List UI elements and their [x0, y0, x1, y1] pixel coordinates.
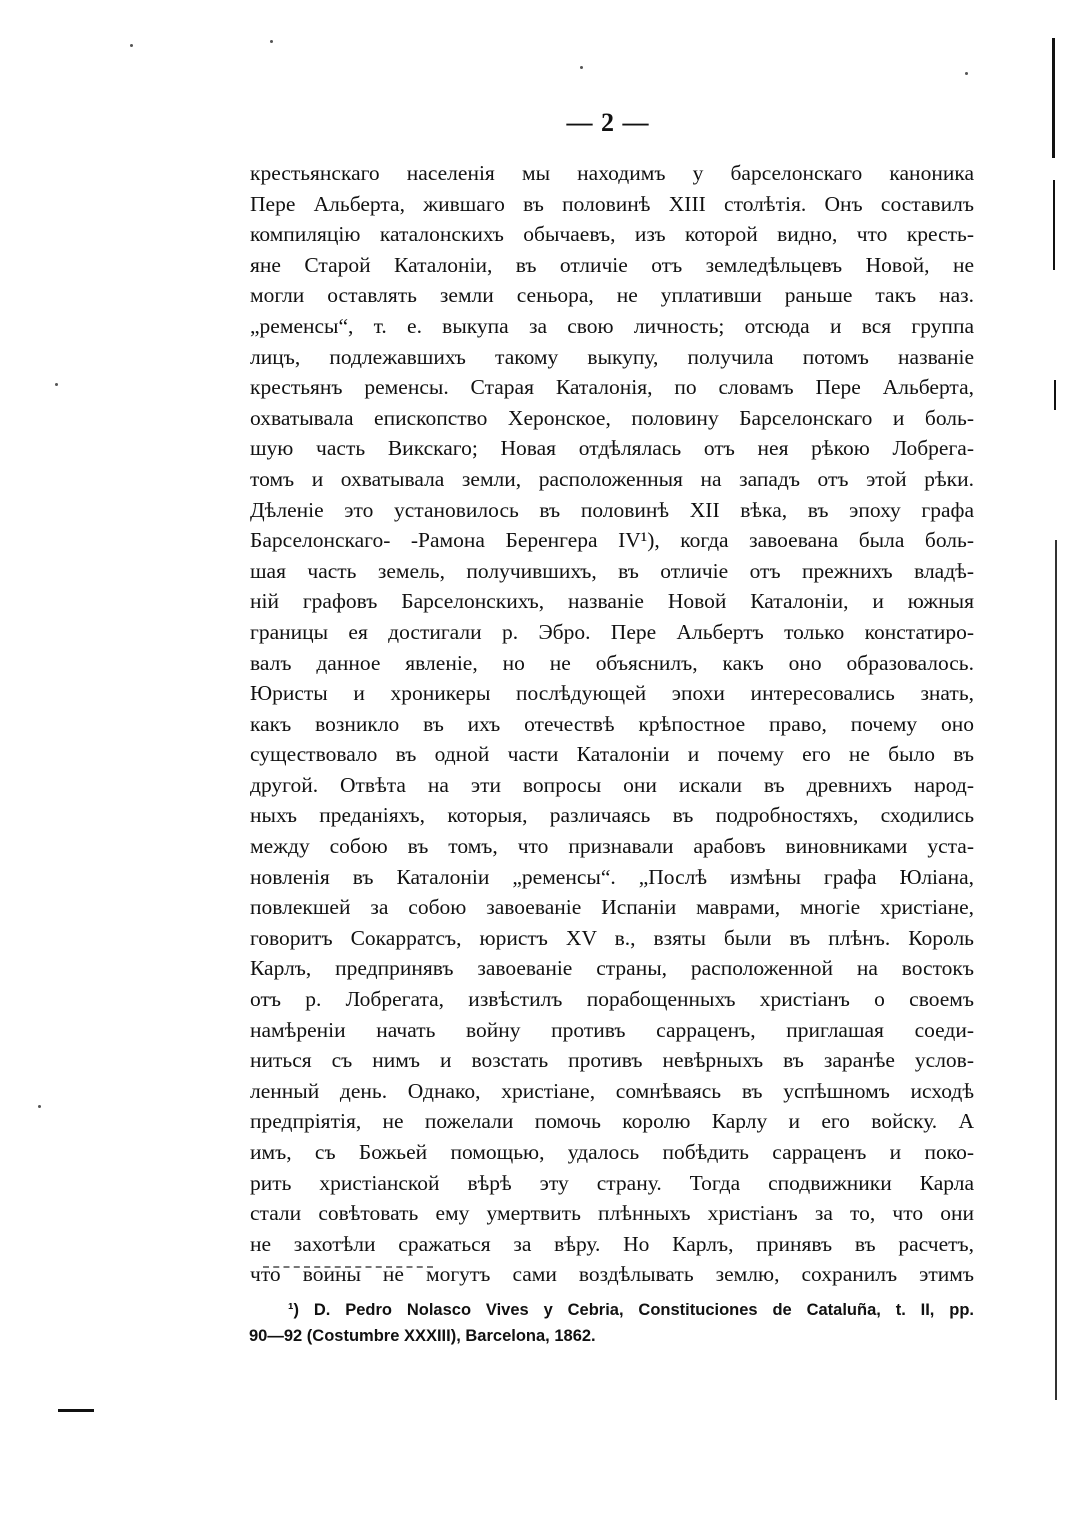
text-line: компиляцію каталонскихъ обычаевъ, изъ которой видно, что кресть-: [250, 222, 974, 247]
text-line: не захотѣли сражаться за вѣру. Но Карлъ, принявъ въ расчетъ,: [250, 1231, 974, 1256]
text-line: границы ея достигали р. Эбро. Пере Альбертъ только констатиро-: [250, 619, 974, 644]
text-line: Юристы и хроникеры послѣдующей эпохи интересовались знать,: [250, 681, 974, 706]
text-line: говоритъ Сокарратсъ, юристъ XV в., взяты были въ плѣнъ. Король: [250, 925, 974, 950]
text-line: охватывала епископство Херонское, половину Барселонскаго и боль-: [250, 405, 974, 430]
text-line: отъ р. Лобрегата, извѣстилъ порабощенныхъ христіанъ о своемъ: [250, 987, 974, 1012]
text-line: имъ, съ Божьей помощью, удалось побѣдить сарраценъ и поко-: [250, 1140, 974, 1164]
text-line: какъ возникло въ ихъ отечествѣ крѣпостное право, почему оно: [250, 711, 974, 736]
text-line: Барселонскаго- -Рамона Беренгера IV¹), когда завоевана была боль-: [250, 528, 974, 553]
page-number: — 2 —: [566, 108, 650, 137]
text-line: новленія въ Каталоніи „ременсы“. „Послѣ измѣны графа Юліана,: [250, 864, 974, 889]
scan-speck: [580, 66, 583, 69]
text-line: стали совѣтовать ему умертвить плѣнныхъ христіанъ за то, что они: [250, 1201, 974, 1226]
text-line: лицъ, подлежавшихъ такому выкупу, получила потомъ названіе: [250, 344, 974, 369]
text-line: намѣреніи начать войну противъ сарраценъ, приглашая соеди-: [250, 1017, 974, 1042]
scan-edge-mark: [1055, 540, 1057, 1400]
scan-edge-mark: [1053, 180, 1055, 270]
text-line: Карлъ, предпринявъ завоеваніе страны, расположенной на востокъ: [250, 956, 974, 981]
text-line: томъ и охватывала земли, расположенныя на западъ отъ этой рѣки.: [250, 466, 974, 491]
text-line: ныхъ преданіяхъ, которыя, различаясь въ подробностяхъ, сходились: [250, 803, 974, 828]
scan-edge-mark: [1054, 380, 1056, 410]
footnote-line: ¹) D. Pedro Nolasco Vives y Cebria, Constituciones de Cataluña, t. II, pp.: [288, 1301, 974, 1319]
scan-edge-mark: [58, 1409, 94, 1412]
text-line: между собою въ томъ, что признавали арабовъ виновниками уста-: [250, 834, 974, 859]
text-line: ленный день. Однако, христіане, сомнѣваясь въ успѣшномъ исходѣ: [250, 1078, 974, 1103]
text-line: крестьянъ ременсы. Старая Каталонія, по словамъ Пере Альберта,: [250, 375, 974, 400]
scan-speck: [55, 383, 58, 386]
text-line: крестьянскаго населенія мы находимъ у барселонскаго каноника: [250, 161, 974, 185]
text-line: существовало въ одной части Каталоніи и почему его не было въ: [250, 742, 974, 767]
text-line: рить христіанской вѣрѣ эту страну. Тогда сподвижники Карла: [250, 1170, 974, 1195]
text-line: повлекшей за собою завоеваніе Испаніи маврами, многіе христіане,: [250, 895, 974, 920]
text-line: валъ данное явленіе, но не объяснилъ, какъ оно образовалось.: [250, 650, 974, 675]
footnote-line: 90—92 (Costumbre XXXIII), Barcelona, 1862.: [249, 1327, 596, 1345]
text-line: Пере Альберта, жившаго въ половинѣ XIII столѣтія. Онъ составилъ: [250, 191, 974, 216]
text-line: Дѣленіе это установилось въ половинѣ XII вѣка, въ эпоху графа: [250, 497, 974, 522]
text-line: что воины не могутъ сами воздѣлывать землю, сохранилъ этимъ: [250, 1262, 974, 1287]
text-line: „ременсы“, т. е. выкупа за свою личность; отсюда и вся группа: [250, 313, 974, 338]
text-line: могли оставлять земли сеньора, не уплативши раньше такъ наз.: [250, 283, 974, 308]
text-line: предпріятія, не пожелали помочь королю Карлу и его войску. А: [250, 1109, 974, 1134]
footnote: [249, 1297, 974, 1349]
text-line: шую часть Викскаго; Новая отдѣлялась отъ нея рѣкою Лобрега-: [250, 436, 974, 461]
text-line: яне Старой Каталоніи, въ отличіе отъ земледѣльцевъ Новой, не: [250, 252, 974, 277]
text-line: шая часть земель, получившихъ, въ отличіе отъ прежнихъ владѣ-: [250, 558, 974, 583]
scan-speck: [270, 40, 273, 43]
text-line: другой. Отвѣта на эти вопросы они искали въ древнихъ народ-: [250, 772, 974, 797]
main-text: [250, 158, 974, 1290]
scan-speck: [965, 72, 968, 75]
footnote-separator: [263, 1266, 433, 1268]
text-line: ниться съ нимъ и возстать противъ невѣрныхъ въ заранѣе услов-: [250, 1048, 974, 1073]
scan-edge-mark: [1052, 38, 1055, 158]
text-line: ній графовъ Барселонскихъ, названіе Новой Каталоніи, и южныя: [250, 589, 974, 614]
scan-speck: [38, 1105, 41, 1108]
scan-speck: [130, 44, 133, 47]
